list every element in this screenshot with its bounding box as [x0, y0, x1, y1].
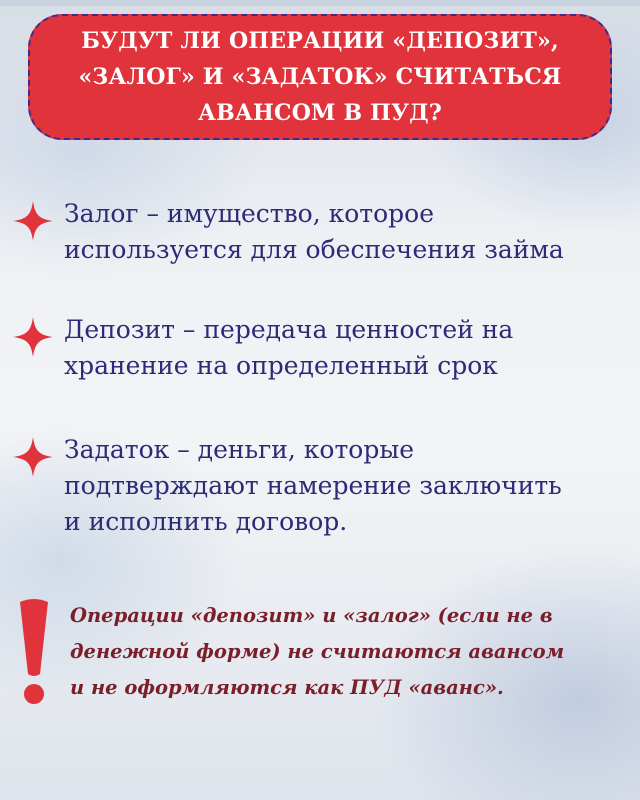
red-sparkle-icon: [10, 198, 56, 244]
item-text: Депозит – передача ценностей на хранение на определенный срок: [64, 315, 514, 380]
title-line-3: АВАНСОМ В ПУД?: [197, 100, 443, 126]
title-line-1: БУДУТ ЛИ ОПЕРАЦИИ «ДЕПОЗИТ»,: [81, 28, 559, 54]
top-stripe: [0, 0, 640, 6]
warning-text: Операции «депозит» и «залог» (если не в денежной форме) не считаются авансом и не оформляются как ПУД «аванс».: [70, 604, 565, 699]
red-sparkle-icon: [10, 314, 56, 360]
title-line-2: «ЗАЛОГ» И «ЗАДАТОК» СЧИТАТЬСЯ: [78, 64, 562, 90]
warning-note: [0, 596, 640, 726]
red-sparkle-icon: [10, 434, 56, 480]
exclamation-icon: [14, 596, 54, 708]
item-text: Залог – имущество, которое используется для обеспечения займа: [64, 199, 564, 264]
item-text: Задаток – деньги, которые подтверждают намерение заключить и исполнить договор.: [64, 435, 562, 536]
title-banner: [28, 14, 612, 140]
